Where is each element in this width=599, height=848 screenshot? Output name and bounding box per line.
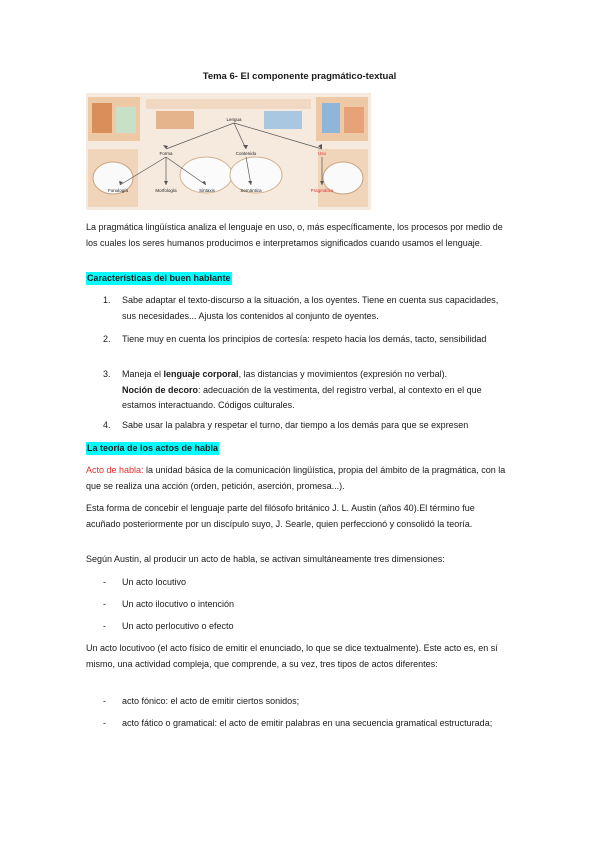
list-item: - acto fático o gramatical: el acto de emitir palabras en una secuencia gramatical estructurada; bbox=[103, 718, 493, 728]
list-item: - Un acto ilocutivo o intención bbox=[103, 599, 235, 609]
node-semantica: Semántica bbox=[240, 188, 262, 193]
list-item: 3. Maneja el lenguaje corporal, las distancias y movimientos (expresión no verbal). Noción de decoro: adecuación de la vestimenta, del registro verbal, al contexto en el que estamos interactuando. Códigos culturales. bbox=[103, 369, 482, 410]
node-contenido: Contenido bbox=[235, 151, 257, 156]
list-item: - Un acto perlocutivo o efecto bbox=[103, 621, 234, 631]
list-item: - acto fónico: el acto de emitir ciertos sonidos; bbox=[103, 696, 300, 706]
node-morfologia: Morfología bbox=[155, 188, 177, 193]
node-forma: Forma bbox=[159, 151, 173, 156]
node-lengua: Lengua bbox=[226, 117, 242, 122]
node-sintaxis: Sintaxis bbox=[199, 188, 215, 193]
austin-paragraph: Esta forma de concebir el lenguaje parte del filósofo británico J. L. Austin (años 40).El término fue acuñado posteriormente por un discípulo suyo, J. Searle, quien perfeccionó y consolidó la teoría. bbox=[86, 503, 475, 529]
dimensions-intro: Según Austin, al producir un acto de habla, se activan simultáneamente tres dimensiones: bbox=[86, 554, 445, 564]
definition-paragraph: Acto de habla: la unidad básica de la comunicación lingüística, propia del ámbito de la pragmática, con la que se realiza una acción (orden, petición, aserción, promesa...). bbox=[86, 465, 506, 491]
section-heading-speech-acts: La teoría de los actos de habla bbox=[87, 443, 219, 453]
list-item: - Un acto locutivo bbox=[103, 577, 187, 587]
list-item: 2. Tiene muy en cuenta los principios de cortesía: respeto hacia los demás, tacto, sensibilidad bbox=[103, 334, 487, 344]
intro-paragraph: La pragmática lingüística analiza el lenguaje en uso, o, más específicamente, los procesos por medio de los cuales los seres humanos producimos e interpretamos significados cuando usamos el lenguaje. bbox=[86, 222, 503, 248]
language-diagram bbox=[86, 93, 371, 210]
list-item: 4. Sabe usar la palabra y respetar el turno, dar tiempo a los demás para que se expresen bbox=[103, 420, 469, 430]
locutive-paragraph: Un acto locutivoo (el acto físico de emitir el enunciado, lo que se dice textualmente). Este acto es, en sí mismo, una actividad compleja, que comprende, a su vez, tres tipos de actos diferentes: bbox=[86, 643, 498, 669]
document-title: Tema 6- El componente pragmático-textual bbox=[202, 71, 397, 82]
list-item: 1. Sabe adaptar el texto-discurso a la situación, a los oyentes. Tiene en cuenta sus capacidades, sus necesidades... Ajusta los contenidos al conjunto de oyentes. bbox=[103, 295, 499, 321]
node-pragmatica: Pragmática bbox=[310, 188, 334, 193]
node-uso: Uso bbox=[317, 151, 327, 156]
definition-term: Acto de habla: bbox=[86, 465, 144, 475]
section-heading-good-speaker: Características del buen hablante bbox=[87, 273, 231, 283]
node-fonologia: Fonología bbox=[107, 188, 129, 193]
